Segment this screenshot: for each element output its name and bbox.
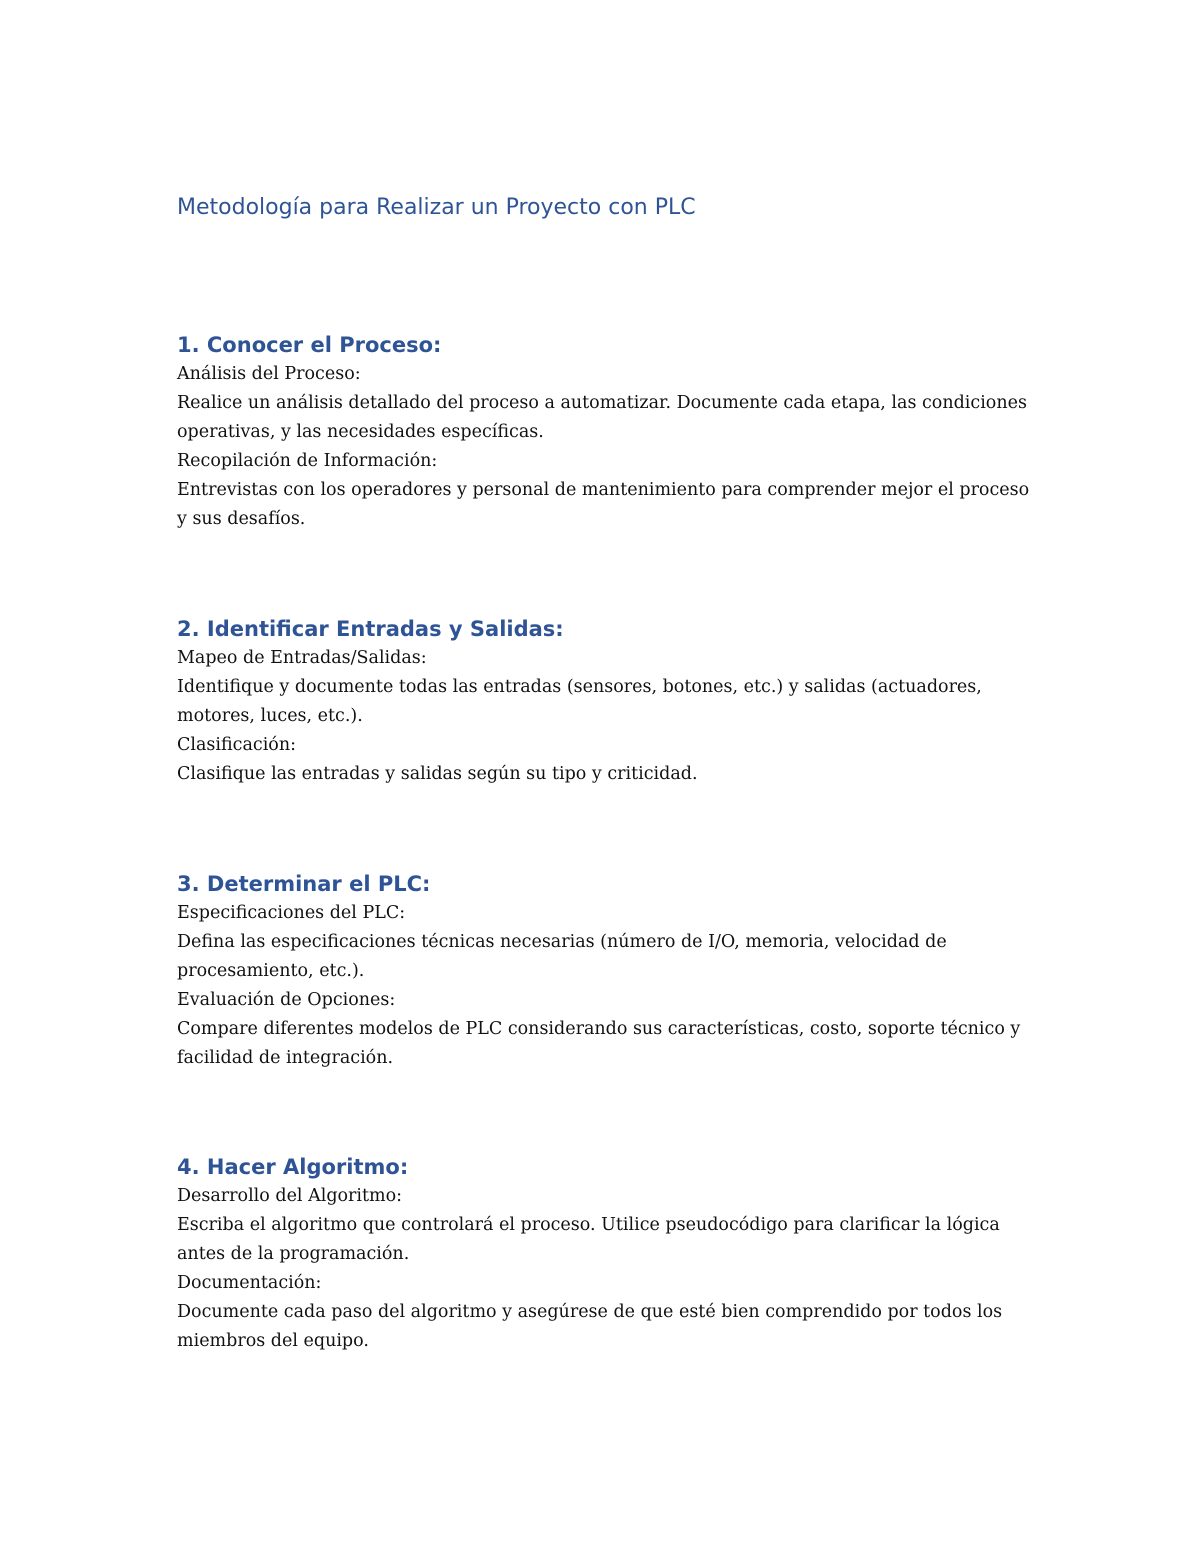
paragraph: Compare diferentes modelos de PLC considerando sus características, costo, soporte técnico y facilidad de integración. — [177, 1019, 1021, 1068]
paragraph: Documente cada paso del algoritmo y asegúrese de que esté bien comprendido por todos los miembros del equipo. — [177, 1302, 1003, 1351]
section-heading: 3. Determinar el PLC: — [177, 872, 431, 896]
subsection-label: Análisis del Proceso: — [177, 364, 361, 384]
section-determinar-plc — [177, 869, 1037, 1073]
section-conocer-proceso — [177, 330, 1037, 534]
section-heading: 4. Hacer Algoritmo: — [177, 1155, 409, 1179]
subsection-label: Especificaciones del PLC: — [177, 903, 406, 923]
paragraph: Realice un análisis detallado del proceso a automatizar. Documente cada etapa, las condiciones operativas, y las necesidades específicas. — [177, 393, 1027, 442]
paragraph: Identifique y documente todas las entradas (sensores, botones, etc.) y salidas (actuadores, motores, luces, etc.). — [177, 677, 982, 726]
section-entradas-salidas — [177, 614, 1037, 789]
document-title: Metodología para Realizar un Proyecto con PLC — [177, 195, 696, 220]
subsection-label: Recopilación de Información: — [177, 451, 438, 471]
subsection-label: Desarrollo del Algoritmo: — [177, 1186, 403, 1206]
paragraph: Clasifique las entradas y salidas según su tipo y criticidad. — [177, 764, 698, 784]
section-hacer-algoritmo — [177, 1152, 1037, 1356]
subsection-label: Documentación: — [177, 1273, 322, 1293]
section-heading: 1. Conocer el Proceso: — [177, 333, 442, 357]
subsection-label: Evaluación de Opciones: — [177, 990, 396, 1010]
subsection-label: Mapeo de Entradas/Salidas: — [177, 648, 427, 668]
paragraph: Entrevistas con los operadores y personal de mantenimiento para comprender mejor el proceso y sus desafíos. — [177, 480, 1030, 529]
section-heading: 2. Identificar Entradas y Salidas: — [177, 617, 564, 641]
paragraph: Defina las especificaciones técnicas necesarias (número de I/O, memoria, velocidad de procesamiento, etc.). — [177, 932, 947, 981]
subsection-label: Clasificación: — [177, 735, 297, 755]
paragraph: Escriba el algoritmo que controlará el proceso. Utilice pseudocódigo para clarificar la lógica antes de la programación. — [177, 1215, 1000, 1264]
